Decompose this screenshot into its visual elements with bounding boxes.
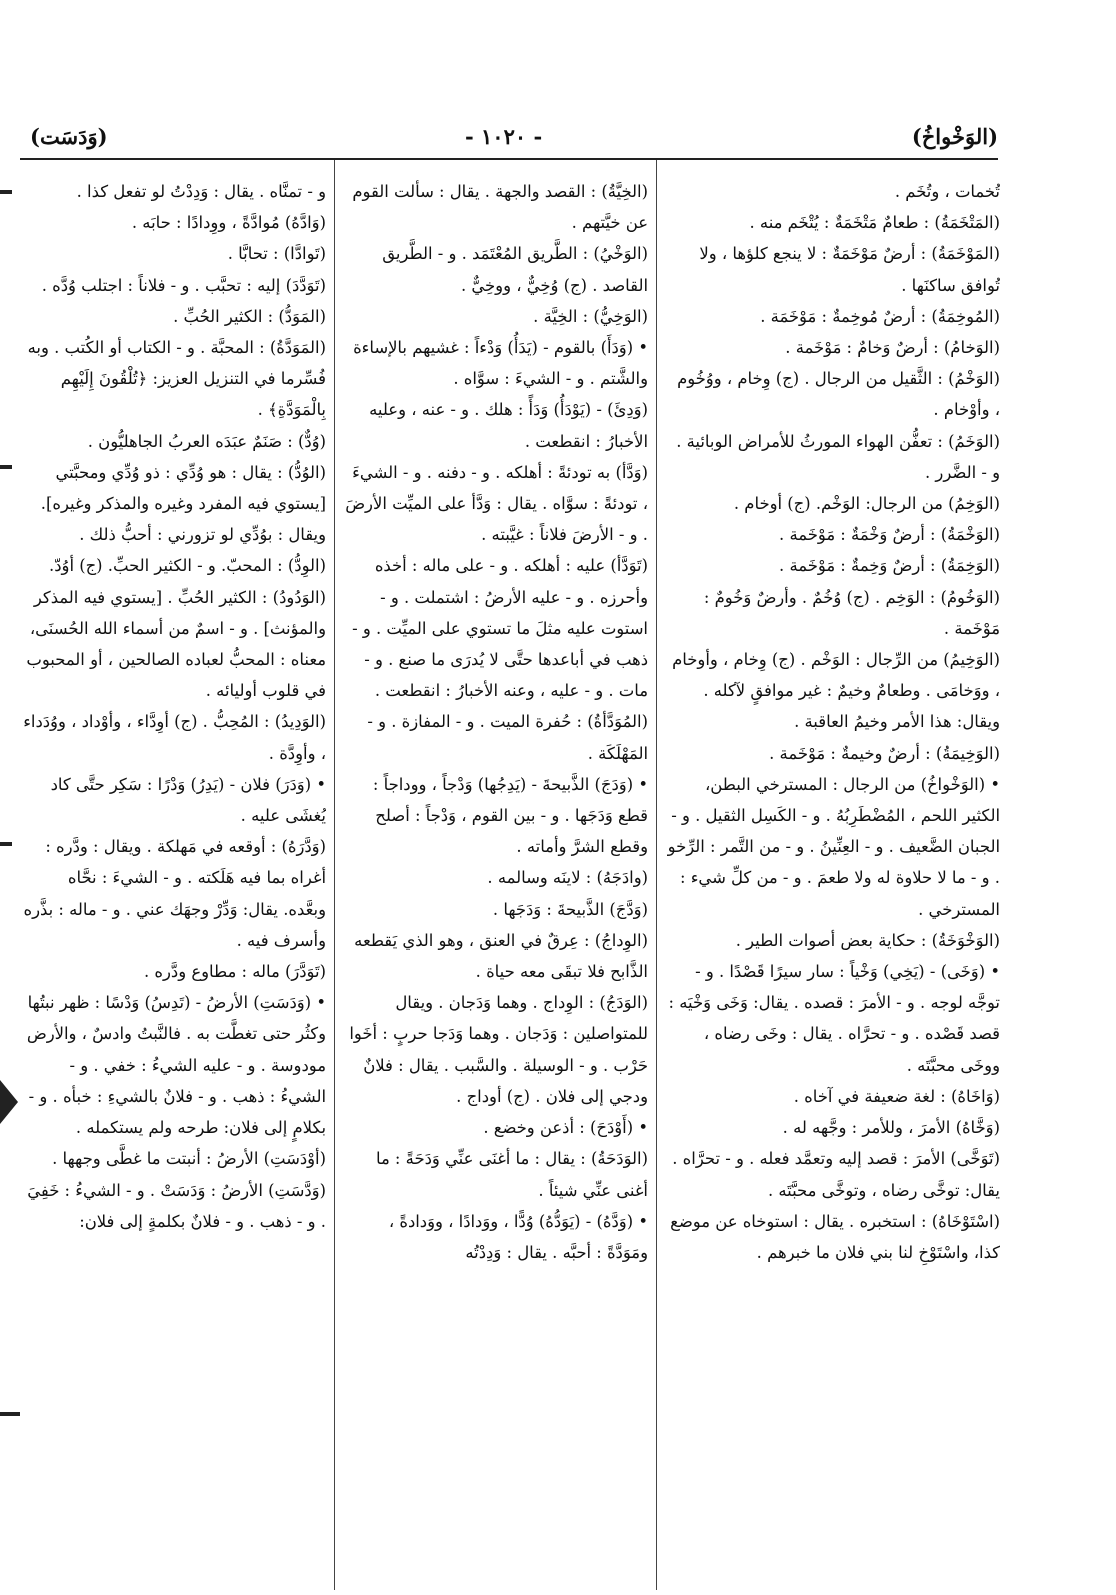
entry-paragraph: (المُوَدَّأةُ) : حُفرة الميت . و - المفازة . و - المَهْلَكَة . — [367, 712, 648, 763]
entry-paragraph: (الوَدُودُ) : الكثير الحُبِّ . [يستوي فيه المذكر والمؤنث] . و - اسمٌ من أسماء الله الحُسنَى، معناه : المحبُّ لعباده الصالحين ، أو المحبوب في قلوب أوليائه . — [26, 587, 326, 701]
entry-paragraph: (أوْدَسَتِ) الأرضُ : أنبتت ما غطَّى وجهها . — [52, 1149, 326, 1169]
entry-paragraph: (الوَخْوَخَةُ) : حكاية بعض أصوات الطير . — [735, 930, 1000, 950]
margin-mark — [0, 190, 12, 194]
header-rule — [20, 158, 998, 160]
entry-paragraph: • (الوَخْواخُ) من الرجال : المسترخي البطن، الكثير اللحم ، المُضْطَرِبُهُ . و - الكَسِل الثقيل . و - الجبان الضَّعيف . و - العِنِّينُ . و - من التَّمر : الرِّخو . و - ما لا حلاوة له ولا طعمَ . و - من كلِّ شيء : المسترخي . — [667, 774, 1000, 919]
entry-paragraph: (تَوَخَّى) الأمرَ : قصد إليه وتعمَّد فعله . و - تحرَّاه . يقال: توخَّى رضاه ، وتوخَّى محبَّتَه . — [672, 1149, 1000, 1200]
column-middle — [344, 176, 648, 1586]
entry-paragraph: (وَدَّسَتِ) الأرضُ : وَدَسَتْ . و - الشيءُ : خَفِيَ . و - ذهب . و - فلانٌ بكلمةٍ إلى فلان: — [27, 1180, 326, 1231]
header-left-keyword: (وَدَسَت) — [30, 124, 108, 149]
entry-paragraph: (وَدَّجَ) الذَّبيحةَ : وَدَجَها . — [492, 899, 648, 919]
entry-paragraph: • (وَدَرَ) فلان - (يَدِرُ) وَدْرًا : سَكِر حتَّى كاد يُغشَى عليه . — [50, 774, 326, 826]
entry-paragraph: (تَوادَّا) : تحابَّا . — [227, 244, 326, 264]
column-divider-left — [334, 160, 335, 1590]
entry-paragraph: (وَدَّرَهُ) : أوقعه في مَهلكة . ويقال : ودَّره : أغراه بما فيه هَلَكته . و - الشيءَ : نحَّاه وبعَّده. يقال: وَدِّرْ وجهَك عني . و - ماله : بذَّره وأسرف فيه . — [23, 837, 326, 950]
entry-paragraph: (الوَدِيدُ) : المُحِبُّ . (ج) أوِدَّاء ، وأوْداد ، ووُدَداء ، وأوِدَّة . — [23, 712, 326, 763]
entry-paragraph: (وَدِئَ) - (يَوْدَأُ) وَدَأً : هلك . و - عنه ، وعليه الأخبارُ : انقطعت . — [369, 400, 648, 451]
margin-mark — [0, 842, 12, 846]
entry-paragraph: (الوَخِيُّ) : الخِيَّة . — [533, 306, 648, 326]
entry-paragraph: (الوَخِيمُ) من الرِّجال : الوَخْم . (ج) وِخام ، وأوخام ، ووَخامَى . وطعامٌ وخيمٌ : غير موافقٍ لآكله . ويقال: هذا الأمر وخيمُ العاقبة . — [672, 650, 1000, 732]
column-right — [667, 176, 1000, 1586]
entry-paragraph: (الوَدَجُ) : الوِداج . وهما وَدَجان . ويقال للمتواصلين : وَدَجان . وهما وَدَجا حربٍ : أخَوا حَرْب . و - الوسيلة . والسَّبب . يقال : فلانٌ ودجي إلى فلان . (ج) أوداج . — [349, 993, 648, 1106]
entry-paragraph: (تَوَدَّرَ) ماله : مطاوع ودَّره . — [143, 962, 326, 982]
entry-paragraph: (وَخَّاهُ) الأمرَ ، وللأمر : وجَّهه له . — [782, 1118, 1000, 1138]
page-header — [20, 110, 998, 154]
entry-paragraph: و - تمنَّاه . يقال : وَدِدْتُ لو تفعل كذا . — [76, 182, 326, 201]
entry-paragraph: • (وَدَأَ) بالقوم - (يَدَأُ) وَدْءاً : غشيهم بالإساءة والشَّتم . و - الشيءَ : سوَّاه . — [353, 338, 648, 389]
entry-paragraph: • (وَدَسَتِ) الأرضُ - (تَدِسُ) وَدْسًا : ظهر نبتُها وكثُر حتى تغطَّت به . فالنَّبتُ وادسٌ ، والأرض مودوسة . و - عليه الشيءُ : خفي . و - الشيءُ : ذهب . و - فلانٌ بالشيءِ : خبأه . و - بكلامٍ إلى فلان: طرحه ولم يستكمله . — [26, 993, 326, 1138]
entry-paragraph: (الخِيَّةُ) : القصد والجهة . يقال : سألت القوم عن خيَّتهم . — [352, 182, 648, 233]
entry-paragraph: (وُدٌّ) : صَنَمٌ عبَدَه العربُ الجاهليُّون . — [87, 431, 326, 451]
entry-paragraph: (الوَخِمَةُ) : أرضٌ وَخِمةٌ : مَوْخَمة . — [779, 556, 1000, 576]
margin-mark — [0, 465, 12, 469]
entry-paragraph: (تَوَدَّأ) عليه : أهلكه . و - على ماله : أخذه وأحرزه . و - عليه الأرضُ : اشتملت . و - استوت عليه مثلَ ما تستوي على الميِّت . و - ذهب في أباعدها حتَّى لا يُدرَى ما صنع . و - مات . و - عليه ، وعنه الأخبارُ : انقطعت . — [352, 556, 648, 701]
entry-paragraph: (وَادَّهُ) مُوادَّةً ، ووِدادًا : حابَه . — [131, 213, 326, 233]
entry-paragraph: (الوَخُومُ) : الوَخِم . (ج) وُخُمٌ . وأرضٌ وَخُومٌ : مَوْخَمة . — [703, 587, 1000, 638]
entry-paragraph: • (وَدَجَ) الذَّبيحةَ - (يَدِجُها) وَدْجاً ، ووداجاً : قطع وَدَجَها . و - بين القوم ، وَدْجاً : أصلح وقطع الشرَّ وأماته . — [372, 774, 648, 857]
entry-paragraph: (وادَجَهُ) : لاينَه وسالمه . — [487, 868, 648, 888]
entry-paragraph: (الوَخِيمَةُ) : أرضٌ وخيمةٌ : مَوْخَمة . — [769, 743, 1000, 763]
entry-paragraph: (الوَخِمُ) من الرجال: الوَخْم. (ج) أوخام . — [733, 494, 1000, 514]
entry-paragraph: (الوَدَحَةُ) : يقال : ما أغنَى عنِّي وَدَحَةً : ما أغنى عنِّي شيئاً . — [375, 1149, 648, 1200]
margin-mark — [0, 1412, 20, 1416]
entry-paragraph: (الوَخَمُ) : تعفُّن الهواء المورثُ للأمراض الوبائية . و - الضَّرر . — [676, 431, 1000, 482]
entry-paragraph: (المَوَدَّةُ) : المحبَّة . و - الكتاب أو الكُتب . وبه فُسِّرما في التنزيل العزيز: ﴿تُلْقُونَ إِلَيْهِم بِالْمَوَدَّةِ﴾ . — [27, 338, 326, 420]
entry-paragraph: (الوَخْيُ) : الطَّريق المُعْتَمَد . و - الطَّريق القاصد . (ج) وُخِيٌّ ، ووخِيٌّ . — [382, 244, 648, 295]
entry-paragraph: (اسْتَوْخَاهُ) : استخبره . يقال : استوخاه عن موضع كذا، واسْتَوْخِ لنا بني فلان ما خبرهم . — [670, 1211, 1000, 1262]
entry-paragraph: (وَاخَاهُ) : لغة ضعيفة في آخاه . — [793, 1086, 1000, 1106]
entry-paragraph: • (وَدَّهُ) - (يَوَدُّهُ) وُدًّا ، ووَدادًا ، ووَدادةً ، ومَوَدَّةً : أحبَّه . يقال : وَدِدْتُه — [388, 1211, 648, 1262]
entry-paragraph: (الوِدُّ) : المحبّ. و - الكثير الحبِّ. (ج) أوُدّ. — [49, 556, 326, 576]
column-left — [20, 176, 326, 1586]
entry-paragraph: (الوُدُّ) : يقال : هو وُدِّي : ذو وُدِّي ومحبَّتي [يستوي فيه المفرد وغيره والمذكر وغيره]. ويقال : بوُدِّي لو تزورني : أحبُّ ذلك . — [40, 462, 326, 545]
entry-paragraph: (الوَخْمُ) : الثَّقيل من الرجال . (ج) وِخام ، ووُخُوم ، وأوْخام . — [677, 369, 1000, 420]
margin-thumb-index — [0, 1080, 18, 1124]
entry-paragraph: (الوَخْمَةُ) : أرضٌ وَخْمَةٌ : مَوْخَمة . — [779, 525, 1000, 545]
entry-paragraph: • (أَوْدَحَ) : أذعن وخضع . — [483, 1118, 648, 1138]
header-right-keyword: (الوَخْواخُ) — [911, 124, 998, 149]
entry-paragraph: (تَوَدَّدَ) إليه : تحبَّب . و - فلاناً : اجتلب وُدَّه . — [41, 275, 326, 295]
column-divider-right — [656, 160, 657, 1590]
entry-paragraph: (المُوخِمَةُ) : أرضٌ مُوخِمةٌ : مَوْخَمَة . — [760, 306, 1000, 326]
entry-paragraph: (المَوْخَمَةُ) : أرضٌ مَوْخَمَةٌ : لا ينجع كلؤها ، ولا تُوافق ساكنَها . — [699, 244, 1000, 295]
entry-paragraph: (المَوَدُّ) : الكثير الحُبِّ . — [173, 306, 326, 326]
entry-paragraph: تُخمات ، وتُخَم . — [894, 182, 1000, 201]
entry-paragraph: (وَدَّأ) به تودئةً : أهلكه . و - دفنه . و - الشيءَ ، تودئةً : سوَّاه . يقال : وَدَّأ على الميِّت الأرضَ . و - الأرضَ فلاناً : غيَّبته . — [345, 462, 648, 545]
entry-paragraph: (الوِداجُ) : عِرقٌ في العنق ، وهو الذي يَقطعه الذَّابح فلا تبقَى معه حياة . — [354, 930, 648, 982]
entry-paragraph: (المَتْخَمَةُ) : طعامٌ مَتْخَمَةٌ : يُتْخَم منه . — [749, 213, 1000, 233]
entry-paragraph: (الوَخامُ) : أرضٌ وَخامٌ : مَوْخَمة . — [785, 338, 1000, 358]
entry-paragraph: • (وَخَى) - (يَخِي) وَخْياً : سار سيرًا قَصْدًا . و - توجَّه لوجه . و - الأمرَ : قصده . يقال: وَخَى وَخْيَه : قصد قَصْده . و - تحرَّاه . يقال : وخَى رضاه ، ووخَى محبَّتَه . — [668, 962, 1000, 1075]
page-number: - ١٠٢٠ - — [465, 124, 543, 149]
